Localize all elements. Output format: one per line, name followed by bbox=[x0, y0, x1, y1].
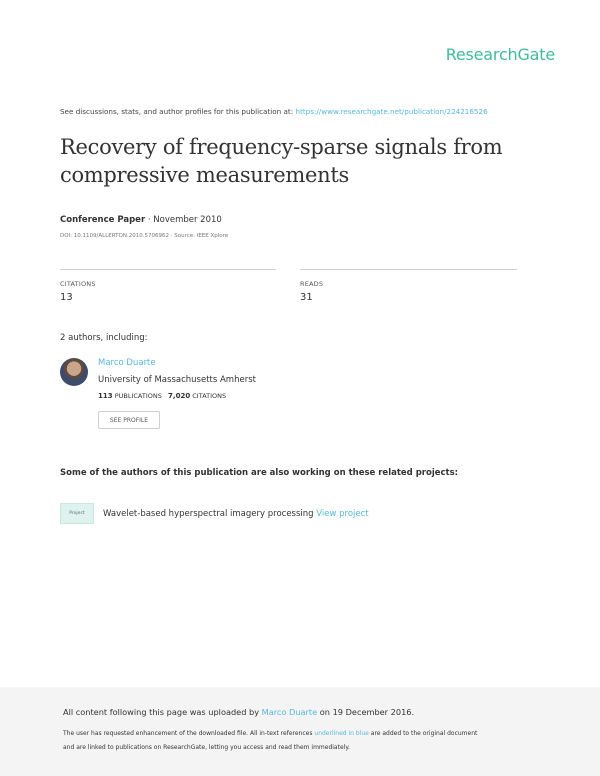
paper-type: Conference Paper bbox=[60, 215, 146, 225]
underlined-blue-link[interactable]: underlined in blue bbox=[314, 730, 369, 737]
paper-meta bbox=[60, 215, 222, 225]
author-institution: University of Massachusetts Amherst bbox=[98, 375, 256, 385]
citations-label: CITATIONS bbox=[60, 280, 96, 288]
author-publications-label: PUBLICATIONS bbox=[112, 392, 162, 400]
publication-url-link[interactable]: https://www.researchgate.net/publication/224216526 bbox=[295, 107, 488, 116]
reads-divider bbox=[300, 269, 517, 270]
see-profile-button[interactable]: SEE PROFILE bbox=[98, 411, 160, 429]
project-badge: Project bbox=[60, 503, 94, 524]
author-citations-label: CITATIONS bbox=[190, 392, 227, 400]
author-publications-count: 113 bbox=[98, 392, 113, 400]
uploader-link[interactable]: Marco Duarte bbox=[261, 707, 318, 717]
view-project-link[interactable]: View project bbox=[316, 509, 369, 519]
project-item bbox=[103, 509, 369, 519]
upload-prefix: All content following this page was uploaded by bbox=[63, 707, 262, 717]
author-avatar[interactable] bbox=[60, 358, 88, 386]
paper-title: Recovery of frequency-sparse signals from compressive measurements bbox=[60, 135, 503, 187]
upload-line bbox=[63, 707, 414, 717]
related-projects-heading: Some of the authors of this publication are also working on these related projects: bbox=[60, 468, 459, 478]
authors-heading: 2 authors, including: bbox=[60, 333, 148, 343]
paper-date: · November 2010 bbox=[145, 215, 222, 225]
reads-label: READS bbox=[300, 280, 324, 288]
discussion-line bbox=[60, 107, 488, 116]
researchgate-logo[interactable]: ResearchGate bbox=[445, 45, 555, 64]
upload-suffix: on 19 December 2016. bbox=[317, 707, 415, 717]
author-name-link[interactable]: Marco Duarte bbox=[98, 358, 156, 368]
citations-value: 13 bbox=[60, 292, 73, 303]
discussion-prefix: See discussions, stats, and author profiles for this publication at: bbox=[60, 107, 296, 116]
project-title: Wavelet-based hyperspectral imagery processing bbox=[103, 509, 317, 519]
citations-divider bbox=[60, 269, 276, 270]
author-citations-count: 7,020 bbox=[168, 392, 191, 400]
doi-line: DOI: 10.1109/ALLERTON.2010.5706962 · Source: IEEE Xplore bbox=[60, 233, 229, 239]
note-suffix: are added to the original document bbox=[368, 730, 478, 737]
author-stats bbox=[98, 392, 226, 400]
reads-value: 31 bbox=[300, 292, 313, 303]
enhancement-note bbox=[63, 730, 477, 737]
note-prefix: The user has requested enhancement of the downloaded file. All in-text references bbox=[63, 730, 315, 737]
enhancement-note-line2: and are linked to publications on ResearchGate, letting you access and read them immediately. bbox=[63, 744, 350, 751]
